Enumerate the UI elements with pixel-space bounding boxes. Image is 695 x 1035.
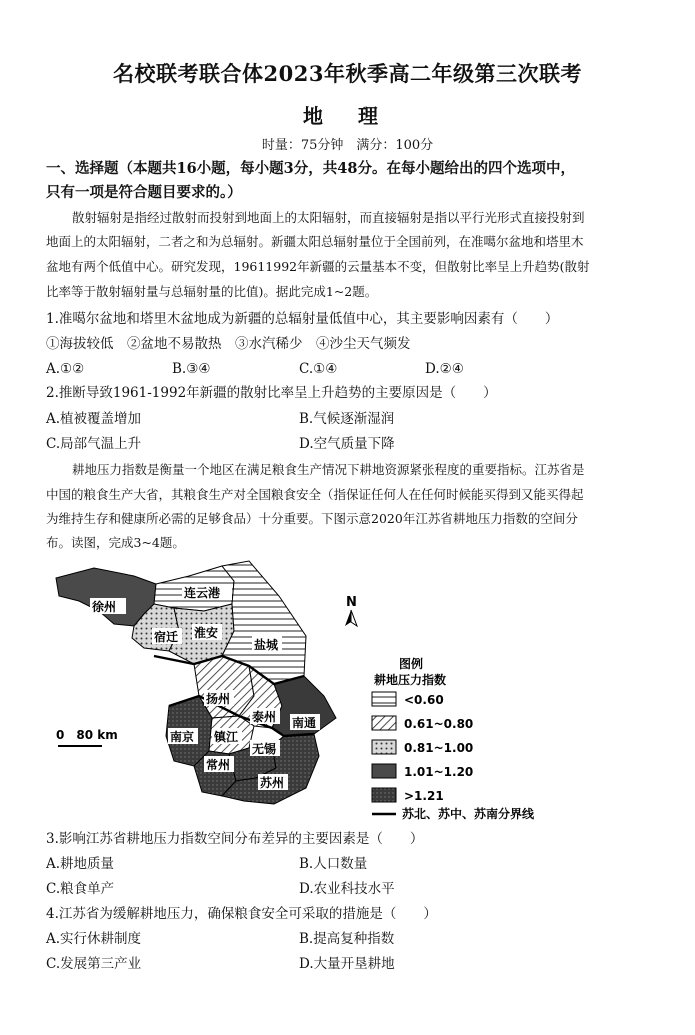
svg-text:>1.21: >1.21	[404, 789, 444, 803]
q3-option-d: D.农业科技水平	[299, 881, 395, 897]
q2-option-d: D.空气质量下降	[299, 436, 395, 452]
map-label-nantong: 南通	[292, 716, 317, 730]
map-label-yangzhou: 扬州	[206, 692, 231, 706]
passage2-line: 为维持生存和健康所必需的足够食品）十分重要。下图示意2020年江苏省耕地压力指数的空间分	[46, 511, 578, 526]
passage2-line: 中国的粮食生产大省，其粮食生产对全国粮食安全（指保证任何人在任何时候能买得到又能买得起	[46, 487, 584, 502]
svg-text:N: N	[346, 595, 357, 610]
svg-text:耕地压力指数: 耕地压力指数	[374, 673, 447, 687]
map-legend	[372, 656, 535, 821]
map-label-huaian: 淮安	[194, 626, 219, 640]
q4-option-b: B.提高复种指数	[299, 931, 395, 947]
q3-option-c: C.粮食单产	[46, 881, 115, 897]
svg-text:1.01~1.20: 1.01~1.20	[404, 765, 474, 779]
q3-stem: 3.影响江苏省耕地压力指数空间分布差异的主要因素是（ ）	[46, 831, 424, 847]
map-label-xuzhou: 徐州	[92, 600, 117, 614]
map-label-suzhou: 苏州	[260, 776, 285, 790]
q3-option-b: B.人口数量	[299, 856, 368, 872]
svg-text:图例: 图例	[399, 657, 424, 671]
map-label-taizhou: 泰州	[252, 710, 277, 724]
q1-option-d: D.②④	[425, 361, 464, 377]
exam-meta: 时量：75分钟 满分：100分	[261, 138, 434, 153]
q2-option-a: A.植被覆盖增加	[46, 411, 142, 427]
passage1-line: 散射辐射是指经过散射而投射到地面上的太阳辐射，而直接辐射是指以平行光形式直接投射到	[72, 210, 585, 225]
svg-text:0 80 km: 0 80 km	[56, 728, 118, 742]
map-label-zhenjiang: 镇江	[214, 730, 239, 744]
map-label-wuxi: 无锡	[252, 742, 277, 756]
q1-option-b: B.③④	[172, 361, 211, 377]
q1-factors: ①海拔较低 ②盆地不易散热 ③水汽稀少 ④沙尘天气频发	[46, 336, 411, 352]
svg-text:<0.60: <0.60	[404, 693, 444, 707]
map-label-changzhou: 常州	[206, 758, 231, 772]
map-label-suqian: 宿迁	[154, 630, 179, 644]
q2-option-b: B.气候逐渐湿润	[299, 411, 395, 427]
map-label-nanjing: 南京	[170, 730, 195, 744]
north-arrow-icon	[345, 595, 357, 626]
subject-title: 地 理	[303, 104, 392, 128]
svg-text:苏北、苏中、苏南分界线: 苏北、苏中、苏南分界线	[402, 807, 535, 821]
q4-option-c: C.发展第三产业	[46, 956, 142, 972]
svg-text:0.81~1.00: 0.81~1.00	[404, 741, 474, 755]
q3-option-a: A.耕地质量	[46, 856, 115, 872]
map-label-lianyungang: 连云港	[184, 586, 221, 600]
section-heading-line2: 只有一项是符合题目要求的。）	[46, 184, 242, 201]
exam-title: 名校联考联合体2023年秋季高二年级第三次联考	[113, 61, 582, 86]
jiangsu-farmland-pressure-map	[44, 556, 589, 824]
q2-stem: 2.推断导致1961-1992年新疆的散射比率呈上升趋势的主要原因是（ ）	[46, 385, 497, 401]
passage1-line: 盆地有两个低值中心。研究发现，19611992年新疆的云量基本不变，但散射比率呈上升趋势(散射	[46, 259, 590, 274]
q4-stem: 4.江苏省为缓解耕地压力，确保粮食安全可采取的措施是（ ）	[46, 906, 437, 922]
passage1-line: 比率等于散射辐射量与总辐射量的比值)。据此完成1~2题。	[46, 284, 378, 299]
passage1-line: 地面上的太阳辐射，二者之和为总辐射。新疆太阳总辐射量位于全国前列，在准噶尔盆地和塔里木	[46, 234, 584, 249]
q2-option-c: C.局部气温上升	[46, 436, 142, 452]
map-label-yancheng: 盐城	[254, 638, 279, 652]
q1-stem: 1.准噶尔盆地和塔里木盆地成为新疆的总辐射量低值中心，其主要影响因素有（ ）	[46, 311, 559, 327]
q1-option-a: A.①②	[46, 361, 85, 377]
q1-option-c: C.①④	[299, 361, 338, 377]
scale-bar	[56, 728, 118, 746]
svg-text:0.61~0.80: 0.61~0.80	[404, 717, 474, 731]
q4-option-d: D.大量开垦耕地	[299, 956, 395, 972]
passage2-line: 布。读图，完成3~4题。	[46, 535, 185, 550]
q4-option-a: A.实行休耕制度	[46, 931, 142, 947]
section-heading-line1: 一、选择题（本题共16小题，每小题3分，共48分。在每小题给出的四个选项中，	[46, 160, 575, 177]
passage2-line: 耕地压力指数是衡量一个地区在满足粮食生产情况下耕地资源紧张程度的重要指标。江苏省是	[72, 462, 585, 477]
